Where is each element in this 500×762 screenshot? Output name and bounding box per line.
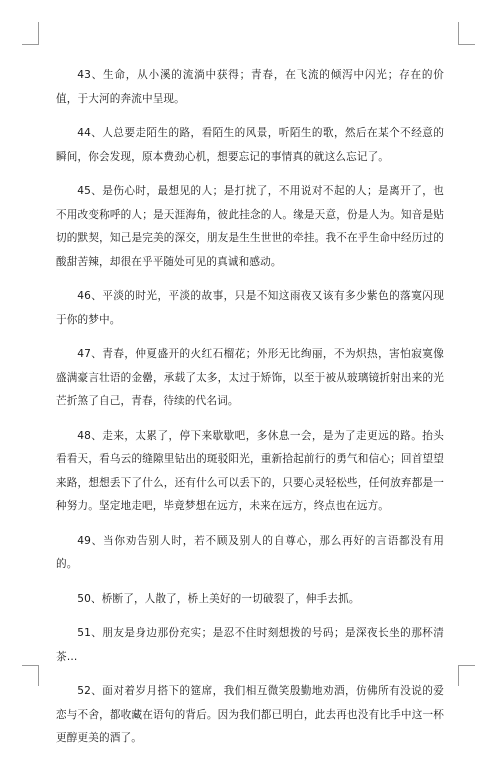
- paragraph-45: 45、是伤心时，最想见的人；是打扰了，不用说对不起的人；是离开了，也不用改变称呼的人；是天涯海角，彼此挂念的人。缘是天意，份是人为。知音是贴切的默契，知己是完美的深交，朋友是生生世世的牵挂。我不在乎生命中经历过的酸甜苦辣，却很在乎平随处可见的真诚和感动。: [56, 185, 444, 268]
- paragraph-44: 44、人总要走陌生的路，看陌生的风景，听陌生的歌，然后在某个不经意的瞬间，你会发现，原本费劲心机，想要忘记的事情真的就这么忘记了。: [56, 127, 444, 163]
- paragraph-43: 43、生命，从小溪的流淌中获得；青春，在飞流的倾泻中闪光；存在的价值，于大河的奔流中呈现。: [56, 69, 444, 105]
- crop-mark-bottom-right: [458, 665, 475, 686]
- paragraph-48: 48、走来，太累了，停下来歇歇吧，多休息一会，是为了走更远的路。抬头看看天，看乌云的缝隙里钻出的斑驳阳光，重新拾起前行的勇气和信心；回首望望来路，想想丢下了什么，还有什么可以丢下的，只要心灵轻松些，任何放弃都是一种努力。坚定地走吧，毕竟梦想在远方，未来在远方，终点也在远方。: [56, 429, 444, 512]
- crop-mark-top-left: [22, 22, 39, 45]
- paragraph-51: 51、朋友是身边那份充实；是忍不住时刻想拨的号码；是深夜长坐的那杯清茶…: [56, 627, 444, 663]
- paragraph-49: 49、当你劝告别人时，若不顾及别人的自尊心，那么再好的言语都没有用的。: [56, 534, 444, 570]
- paragraph-46: 46、平淡的时光，平淡的故事，只是不知这雨夜又该有多少紫色的落寞闪现于你的梦中。: [56, 290, 444, 326]
- paragraph-50: 50、桥断了，人散了，桥上美好的一切破裂了，伸手去抓。: [77, 592, 360, 605]
- paragraph-47: 47、青春，仲夏盛开的火红石榴花；外形无比绚丽，不为炽热，害怕寂寞像盛满豪言壮语的金罍，承载了太多，太过于矫饰，以至于被从玻璃镜折射出来的光芒折煞了自己，青春，待续的代名词。: [56, 348, 444, 407]
- crop-mark-bottom-left: [22, 665, 39, 686]
- paragraph-52: 52、面对着岁月搭下的筵席，我们相互微笑殷勤地劝酒，仿佛所有没说的爱恋与不舍，都收藏在语句的背后。因为我们都已明白，此去再也没有比手中这一杯更醇更美的酒了。: [56, 685, 444, 744]
- crop-mark-top-right: [458, 22, 475, 45]
- document-body: [56, 64, 444, 762]
